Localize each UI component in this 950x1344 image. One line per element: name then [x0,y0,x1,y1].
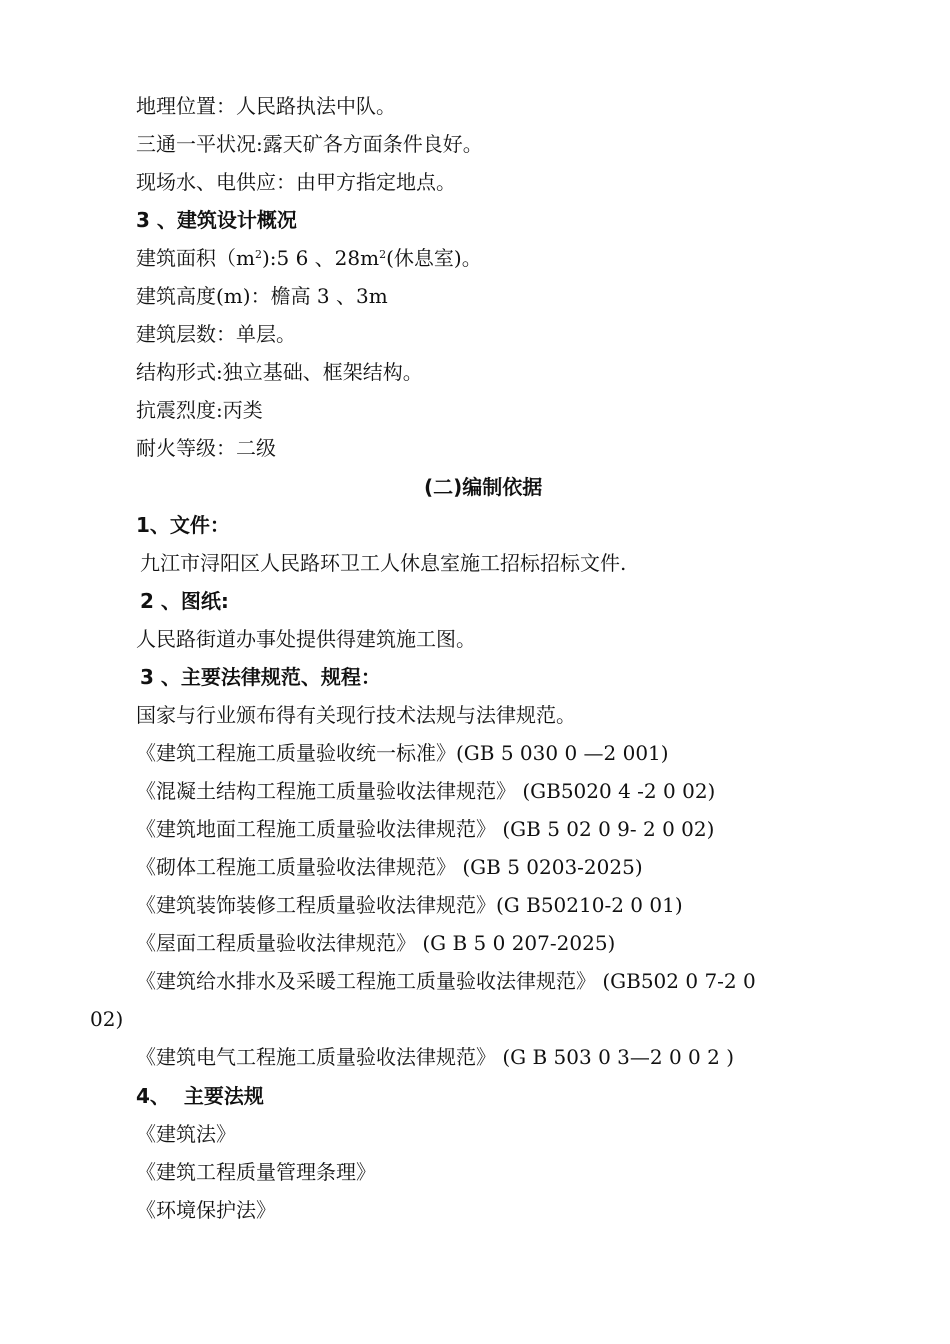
basis-section-title: (二)编制依据 [424,475,543,499]
drawings-heading: 2 、图纸: [140,589,229,613]
area-superscript: 2 [379,248,387,261]
site-condition-line: 三通一平状况:露天矿各方面条件良好。 [136,132,483,156]
code-item-continuation: 02) [90,1007,124,1031]
area-prefix: 建筑面积（m [136,246,255,270]
design-overview-heading: 3 、建筑设计概况 [136,208,297,232]
codes-intro: 国家与行业颁布得有关现行技术法规与法律规范。 [136,703,576,727]
code-item: 《建筑地面工程施工质量验收法律规范》 (GB 5 02 0 9- 2 0 02) [136,817,715,841]
drawings-text: 人民路街道办事处提供得建筑施工图。 [136,627,476,651]
laws-heading: 4、 主要法规 [136,1084,264,1108]
area-middle: ):5 6 、28m [261,246,380,270]
law-item: 《环境保护法》 [136,1198,276,1222]
files-text: 九江市浔阳区人民路环卫工人休息室施工招标招标文件. [140,551,627,575]
area-superscript: 2 [254,248,262,261]
code-item: 《建筑给水排水及采暖工程施工质量验收法律规范》 (GB502 0 7-2 0 [136,969,756,993]
codes-heading: 3 、主要法律规范、规程： [140,665,381,689]
area-suffix: (休息室)。 [386,246,482,270]
law-item: 《建筑工程质量管理条理》 [136,1160,376,1184]
water-power-line: 现场水、电供应：由甲方指定地点。 [136,170,456,194]
code-item: 《屋面工程质量验收法律规范》 (G B 5 0 207-2025) [136,931,616,955]
building-area-line [136,245,482,271]
seismic-line: 抗震烈度:丙类 [136,398,263,422]
code-item: 《混凝土结构工程施工质量验收法律规范》 (GB5020 4 -2 0 02) [136,779,716,803]
fire-rating-line: 耐火等级：二级 [136,436,276,460]
files-heading: 1、文件： [136,513,230,537]
building-floors-line: 建筑层数：单层。 [136,322,296,346]
code-item: 《砌体工程施工质量验收法律规范》 (GB 5 0203-2025) [136,855,643,879]
code-item: 《建筑装饰装修工程质量验收法律规范》(G B50210-2 0 01) [136,893,683,917]
location-line: 地理位置：人民路执法中队。 [136,94,396,118]
law-item: 《建筑法》 [136,1122,236,1146]
building-height-line: 建筑高度(m)：檐高 3 、3m [136,284,388,308]
structure-line: 结构形式:独立基础、框架结构。 [136,360,423,384]
code-item: 《建筑工程施工质量验收统一标准》(GB 5 030 0 —2 001) [136,741,669,765]
code-item: 《建筑电气工程施工质量验收法律规范》 (G B 503 0 3—2 0 0 2 ) [136,1045,735,1069]
